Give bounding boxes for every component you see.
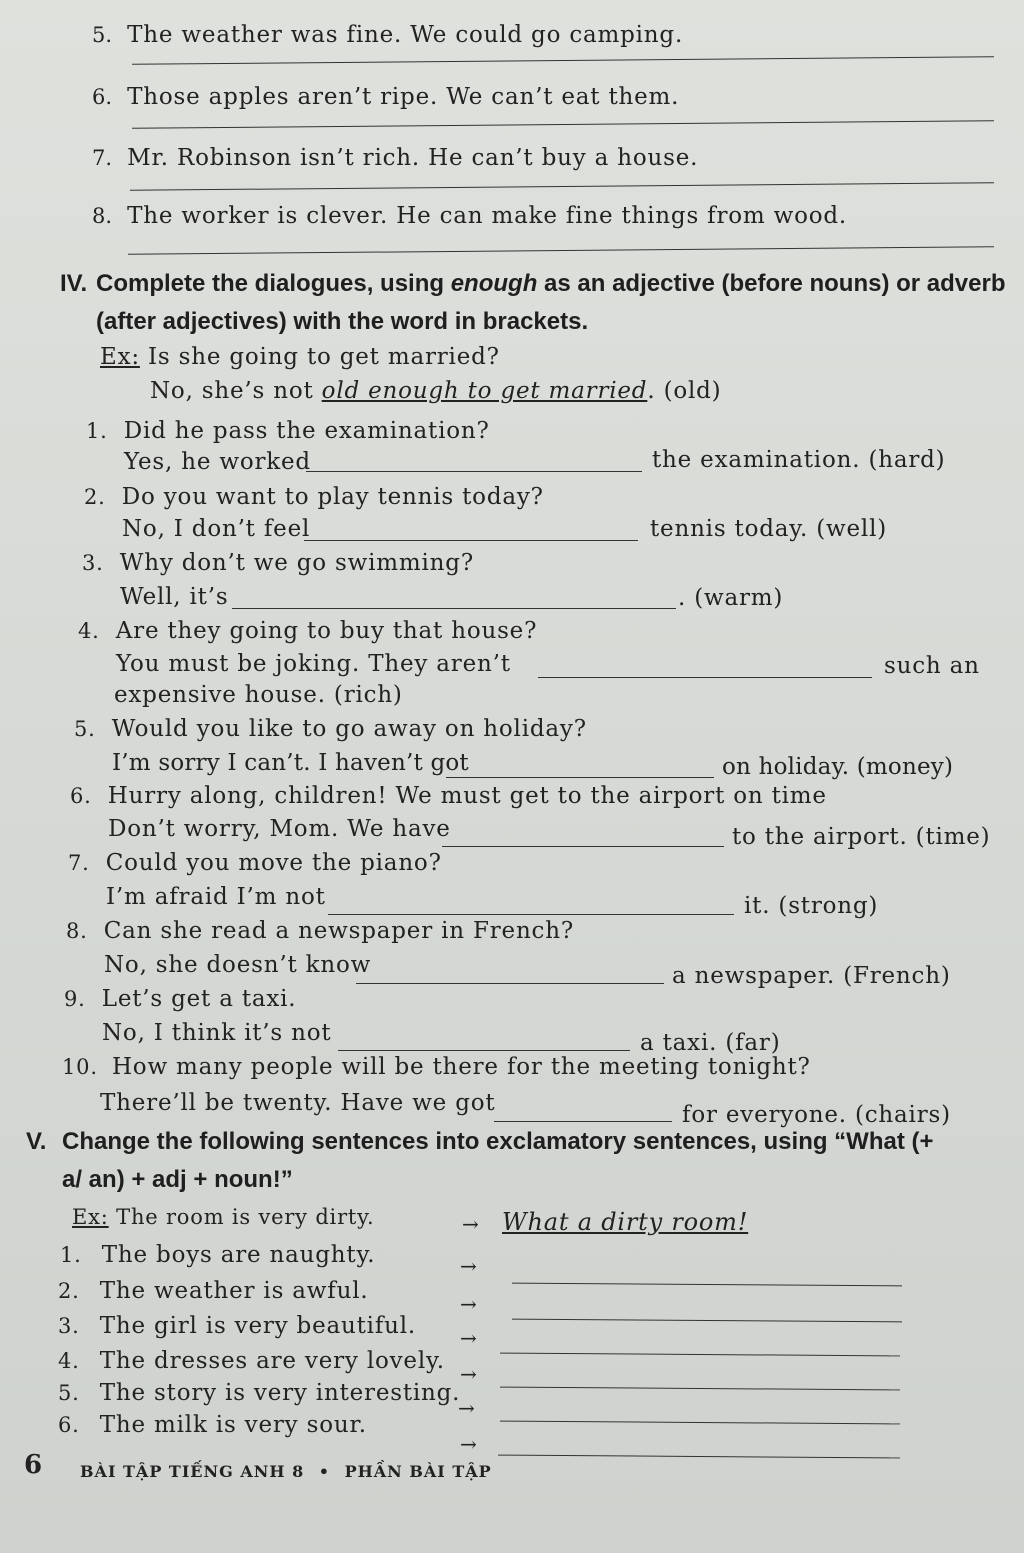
dialogue-answer: No, I don’t feel xyxy=(122,516,311,542)
answer-line[interactable] xyxy=(132,120,994,129)
arrow-icon: → xyxy=(460,1254,477,1278)
dialogue-answer-end: for everyone. (chairs) xyxy=(682,1102,951,1128)
dialogue-question: 1. Did he pass the examination? xyxy=(86,418,490,444)
answer-line[interactable] xyxy=(512,1283,902,1287)
arrow-icon: → xyxy=(462,1212,479,1236)
answer-line[interactable] xyxy=(498,1455,900,1459)
dialogue-answer-line2: expensive house. (rich) xyxy=(114,682,403,708)
arrow-icon: → xyxy=(460,1362,477,1386)
section-4-heading: IV. Complete the dialogues, using enough as an adjective (before nouns) or adverb xyxy=(60,270,1006,297)
dialogue-answer: I’m sorry I can’t. I haven’t got xyxy=(112,750,469,776)
dialogue-answer: Yes, he worked xyxy=(124,449,311,475)
answer-line[interactable] xyxy=(130,182,994,191)
arrow-icon: → xyxy=(460,1432,477,1456)
list-item: 1. The boys are naughty. xyxy=(60,1242,376,1268)
dialogue-answer-end: the examination. (hard) xyxy=(652,447,946,473)
dialogue-answer: No, she doesn’t know xyxy=(104,952,372,978)
example-answer: No, she’s not old enough to get married. (old) xyxy=(150,378,722,404)
dialogue-answer: There’ll be twenty. Have we got xyxy=(100,1090,496,1116)
answer-line[interactable] xyxy=(512,1319,902,1323)
answer-line[interactable] xyxy=(500,1387,900,1391)
dialogue-answer-end: a taxi. (far) xyxy=(640,1030,781,1056)
blank-input[interactable] xyxy=(446,777,714,778)
blank-input[interactable] xyxy=(494,1121,672,1122)
dialogue-question: 10. How many people will be there for the meeting tonight? xyxy=(62,1054,811,1080)
answer-line[interactable] xyxy=(132,56,994,65)
dialogue-answer: Well, it’s xyxy=(120,584,229,610)
dialogue-answer-end: . (warm) xyxy=(678,585,784,611)
dialogue-answer-end: on holiday. (money) xyxy=(722,754,954,780)
dialogue-answer: I’m afraid I’m not xyxy=(106,884,326,910)
section-5-heading-line2: a/ an) + adj + noun!” xyxy=(62,1166,293,1193)
list-item: 4. The dresses are very lovely. xyxy=(58,1348,445,1374)
dialogue-answer: Don’t worry, Mom. We have xyxy=(108,816,451,842)
arrow-icon: → xyxy=(460,1292,477,1316)
answer-line[interactable] xyxy=(500,1421,900,1425)
dialogue-question: 9. Let’s get a taxi. xyxy=(64,986,297,1012)
blank-input[interactable] xyxy=(338,1050,630,1051)
arrow-icon: → xyxy=(458,1396,475,1420)
answer-line[interactable] xyxy=(500,1353,900,1357)
section-4-heading-line2: (after adjectives) with the word in brackets. xyxy=(96,308,589,335)
list-item: 5. The weather was fine. We could go camping. xyxy=(92,22,684,48)
example-question: Ex: Is she going to get married? xyxy=(100,344,500,370)
blank-input[interactable] xyxy=(232,608,676,609)
list-item: 5. The story is very interesting. xyxy=(58,1380,461,1406)
dialogue-question: 5. Would you like to go away on holiday? xyxy=(74,716,587,742)
section-5-example-answer: What a dirty room! xyxy=(502,1208,749,1236)
dialogue-question: 8. Can she read a newspaper in French? xyxy=(66,918,574,944)
list-item: 2. The weather is awful. xyxy=(58,1278,369,1304)
dialogue-answer-end: to the airport. (time) xyxy=(732,824,991,850)
list-item: 7. Mr. Robinson isn’t rich. He can’t buy a house. xyxy=(92,145,699,171)
list-item: 6. The milk is very sour. xyxy=(58,1412,367,1438)
page-number: 6 xyxy=(24,1450,43,1480)
dialogue-question: 7. Could you move the piano? xyxy=(68,850,442,876)
arrow-icon: → xyxy=(460,1326,477,1350)
blank-input[interactable] xyxy=(306,471,642,472)
blank-input[interactable] xyxy=(442,846,724,847)
dialogue-question: 3. Why don’t we go swimming? xyxy=(82,550,474,576)
dialogue-answer: No, I think it’s not xyxy=(102,1020,332,1046)
blank-input[interactable] xyxy=(304,540,638,541)
dialogue-answer-end: such an xyxy=(884,653,980,679)
list-item: 6. Those apples aren’t ripe. We can’t eat them. xyxy=(92,84,680,110)
bullet-icon: • xyxy=(318,1462,331,1481)
dialogue-answer: You must be joking. They aren’t xyxy=(116,651,511,677)
dialogue-question: 6. Hurry along, children! We must get to the airport on time xyxy=(70,783,827,809)
dialogue-answer-end: it. (strong) xyxy=(744,893,879,919)
dialogue-answer-end: tennis today. (well) xyxy=(650,516,887,542)
section-5-example: Ex: The room is very dirty. xyxy=(72,1205,375,1229)
blank-input[interactable] xyxy=(538,677,872,678)
dialogue-question: 4. Are they going to buy that house? xyxy=(78,618,538,644)
section-5-heading: V. Change the following sentences into exclamatory sentences, using “What (+ xyxy=(26,1128,934,1155)
dialogue-answer-end: a newspaper. (French) xyxy=(672,963,951,989)
blank-input[interactable] xyxy=(328,914,734,915)
dialogue-question: 2. Do you want to play tennis today? xyxy=(84,484,544,510)
list-item: 8. The worker is clever. He can make fine things from wood. xyxy=(92,203,848,229)
answer-line[interactable] xyxy=(128,246,994,255)
book-footer: BÀI TẬP TIẾNG ANH 8 • PHẦN BÀI TẬP xyxy=(80,1462,492,1481)
list-item: 3. The girl is very beautiful. xyxy=(58,1313,417,1339)
blank-input[interactable] xyxy=(356,983,664,984)
